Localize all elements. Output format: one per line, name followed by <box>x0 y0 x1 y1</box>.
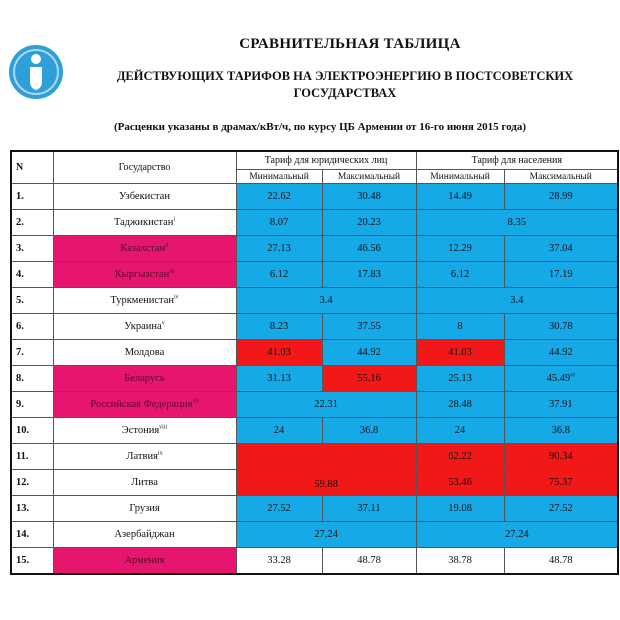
pop-max-cell: 37.91 <box>504 392 618 418</box>
pop-min-cell: 19.08 <box>416 496 504 522</box>
row-num: 6. <box>11 314 53 340</box>
legal-max-cell: 46.56 <box>322 236 416 262</box>
header-pop-max: Максимальный <box>504 170 618 184</box>
price-note: (Расценки указаны в драмах/кВт/ч, по курсу ЦБ Армении от 16-го июня 2015 года) <box>114 121 526 133</box>
pop-max-cell: 27.52 <box>504 496 618 522</box>
row-num: 5. <box>11 288 53 314</box>
row-num: 8. <box>11 366 53 392</box>
row-num: 7. <box>11 340 53 366</box>
country-name: Латвия$^{ix}$ <box>53 444 236 470</box>
country-name: Казахстан$^{ii}$ <box>53 236 236 262</box>
row-num: 15. <box>11 548 53 575</box>
row-num: 12. <box>11 470 53 496</box>
country-name: Грузия <box>53 496 236 522</box>
row-num: 3. <box>11 236 53 262</box>
pop-merged-cell: 8.35 <box>416 210 618 236</box>
pop-max-cell: 36.8 <box>504 418 618 444</box>
table-row <box>11 262 618 288</box>
legal-max-cell: 20.23 <box>322 210 416 236</box>
pop-max-cell: 90.34 <box>504 444 618 470</box>
pop-min-cell: 41.03 <box>416 340 504 366</box>
header-pop-min: Минимальный <box>416 170 504 184</box>
row-num: 9. <box>11 392 53 418</box>
pop-min-cell: 8 <box>416 314 504 340</box>
country-name: Молдова <box>53 340 236 366</box>
table-row <box>11 496 618 522</box>
table-row <box>11 418 618 444</box>
table-header-row <box>11 151 618 170</box>
pop-max-cell: 44.92 <box>504 340 618 366</box>
pop-max-cell: 75.37 <box>504 470 618 496</box>
table-row <box>11 236 618 262</box>
country-name: Таджикистан$^i$ <box>53 210 236 236</box>
row-num: 10. <box>11 418 53 444</box>
footnote-mark: iii <box>169 268 175 275</box>
pop-min-cell: 24 <box>416 418 504 444</box>
legal-max-cell: 17.83 <box>322 262 416 288</box>
pop-max-cell: 48.78 <box>504 548 618 575</box>
row-num: 14. <box>11 522 53 548</box>
legal-min-cell: 27.52 <box>236 496 322 522</box>
pop-min-cell: 53.46 <box>416 470 504 496</box>
legal-min-cell: 41.03 <box>236 340 322 366</box>
footnote-mark: ix <box>157 450 163 457</box>
pop-merged-cell: 27.24 <box>416 522 618 548</box>
legal-max-cell: 36.8 <box>322 418 416 444</box>
tariff-table <box>10 150 619 575</box>
legal-merged-cell: 22.31 <box>236 392 416 418</box>
country-name: Туркменистан$^{iv}$ <box>53 288 236 314</box>
page-title: СРАВНИТЕЛЬНАЯ ТАБЛИЦА <box>239 36 461 52</box>
subtitle-line-2: ГОСУДАРСТВАХ <box>293 86 397 100</box>
header-legal: Тариф для юридических лиц <box>236 151 416 170</box>
header-legal-min: Минимальный <box>236 170 322 184</box>
page-subtitle <box>70 68 620 102</box>
table-row <box>11 366 618 392</box>
pop-min-cell: 6.12 <box>416 262 504 288</box>
legal-max-cell: 37.55 <box>322 314 416 340</box>
country-name: Азербайджан <box>53 522 236 548</box>
legal-min-cell: 8.23 <box>236 314 322 340</box>
row-num: 4. <box>11 262 53 288</box>
info-person-icon <box>8 44 64 100</box>
pop-min-cell: 12.29 <box>416 236 504 262</box>
country-name: Российская Федерация$^{vii}$ <box>53 392 236 418</box>
footnote-mark: ii <box>165 242 169 249</box>
pop-max-cell: 37.04 <box>504 236 618 262</box>
table-row <box>11 340 618 366</box>
legal-min-cell: 24 <box>236 418 322 444</box>
legal-min-cell: 6.12 <box>236 262 322 288</box>
country-name: Эстония$^{viii}$ <box>53 418 236 444</box>
legal-min-cell: 27.13 <box>236 236 322 262</box>
legal-max-cell: 37.11 <box>322 496 416 522</box>
table-row <box>11 288 618 314</box>
header-country: Государство <box>53 151 236 184</box>
legal-max-cell: 44.92 <box>322 340 416 366</box>
pop-min-cell: 25.13 <box>416 366 504 392</box>
header-num: N <box>11 151 53 184</box>
footnote-mark: viii <box>159 424 168 431</box>
legal-max-cell: 55.16 <box>322 366 416 392</box>
country-name: Армения <box>53 548 236 575</box>
country-name: Украина$^v$ <box>53 314 236 340</box>
country-name: Узбекистан <box>53 184 236 210</box>
footnote-mark: vii <box>192 398 199 405</box>
table-row <box>11 392 618 418</box>
legal-max-cell: 48.78 <box>322 548 416 575</box>
row-num: 2. <box>11 210 53 236</box>
pop-min-cell: 28.48 <box>416 392 504 418</box>
footnote-mark: vi <box>570 372 575 379</box>
legal-min-cell: 31.13 <box>236 366 322 392</box>
legal-min-cell: 33.28 <box>236 548 322 575</box>
row-num: 13. <box>11 496 53 522</box>
row-num: 11. <box>11 444 53 470</box>
pop-min-cell: 14.49 <box>416 184 504 210</box>
pop-max-cell: 45.49$^{vi}$ <box>504 366 618 392</box>
pop-merged-cell: 3.4 <box>416 288 618 314</box>
legal-merged-cell: 27.24 <box>236 522 416 548</box>
pop-max-cell: 30.78 <box>504 314 618 340</box>
pop-max-cell: 28.99 <box>504 184 618 210</box>
legal-min-cell: 22.62 <box>236 184 322 210</box>
legal-min-cell: 8.07 <box>236 210 322 236</box>
country-name: Литва <box>53 470 236 496</box>
header-legal-max: Максимальный <box>322 170 416 184</box>
footnote-mark: i <box>173 216 176 223</box>
country-name: Беларусь <box>53 366 236 392</box>
legal-merged-cell: 59.88 <box>236 444 416 496</box>
subtitle-line-1: ДЕЙСТВУЮЩИХ ТАРИФОВ НА ЭЛЕКТРОЭНЕРГИЮ В ПОСТСОВЕТСКИХ <box>116 69 574 83</box>
header-population: Тариф для населения <box>416 151 618 170</box>
pop-min-cell: 38.78 <box>416 548 504 575</box>
country-name: Кыргызстан$^{iii}$ <box>53 262 236 288</box>
table-row <box>11 522 618 548</box>
pop-max-cell: 17.19 <box>504 262 618 288</box>
legal-merged-cell: 3.4 <box>236 288 416 314</box>
table-row <box>11 548 618 575</box>
table-row <box>11 314 618 340</box>
footnote-mark: v <box>161 320 165 327</box>
pop-min-cell: 62.22 <box>416 444 504 470</box>
table-row <box>11 444 618 470</box>
row-num: 1. <box>11 184 53 210</box>
footnote-mark: iv <box>174 294 179 301</box>
table-row <box>11 184 618 210</box>
table-row <box>11 210 618 236</box>
legal-max-cell: 30.48 <box>322 184 416 210</box>
